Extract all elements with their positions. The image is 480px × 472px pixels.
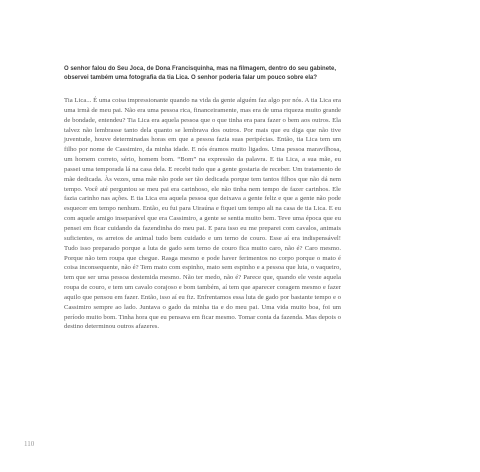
page-number: 110 <box>24 440 35 448</box>
interview-question: O senhor falou do Seu Joca, de Dona Francisquinha, mas na filmagem, dentro do seu gabinete, observei também uma fotografia da tia Lica. O senhor poderia falar um pouco sobre ela? <box>64 66 337 82</box>
interview-answer: Tia Lica... É uma coisa impressionante quando na vida da gente alguém faz algo por nós. A tia Lica era uma irmã de meu pai. Não era uma pessoa rica, financeiramente, mas era de uma riqueza muito grande de bondade, entendeu? Tia Lica era aquela pessoa que o que tinha era para fazer o bem aos outros. Ela talvez não lembrasse tanto dela quanto se lembrava dos outros. Por mais que eu diga que não tive juventude, houve determinadas horas em que a pessoa fazia suas peripécias. Então, tia Lica tem um filho por nome de Cassimiro, da minha idade. E nós éramos muito ligados. Uma pessoa maravilhosa, um homem correto, sério, homem bom. “Bom” na expressão da palavra. E tia Lica, a sua mãe, eu passei uma temporada lá na casa dela. E recebi tudo que a gente gostaria de receber. Um tratamento de mãe dedicada. Às vezes, uma mãe não pode ser tão dedicada porque tem tantos filhos que não dá nem tempo. Você até perguntou se meu pai era carinhoso, ele não tinha nem tempo de fazer carinhos. Ele fazia carinho nas ações. E tia Lica era aquela pessoa que deixava a gente feliz e que a gente não pode esquecer em tempo nenhum. Então, eu fui para Uiraúna e fiquei um tempo ali na casa de tia Lica. E eu com aquele amigo inseparável que era Cassimiro, a gente se sentia muito bem. Teve uma época que eu pensei em ficar cuidando da fazendinha do meu pai. E para isso eu me preparei com cavalos, animais suficientes, os arreios de animal tudo bem cuidado e um terno de couro. Esse aí era indispensável! Tudo isso preparado porque a luta de gado sem terno de couro fica muito caro, não é? Caro mesmo. Porque não tem roupa que chegue. Rasga mesmo e pode haver ferimentos no corpo porque o mato é coisa inconsequente, não é? Tem mato com espinho, mato sem espinho e a pessoa que luta, o vaqueiro, tem que ser uma pessoa destemida mesmo. Não ter medo, não é? Parece que, quando ele veste aquela roupa de couro, e tem um cavalo corajoso e bom também, aí tem que aparecer coragem mesmo e fazer aquilo que pensou em fazer. Então, isso aí eu fiz. Enfrentamos essa luta de gado por bastante tempo e o Cassimiro sempre ao lado. Juntava o gado da minha tia e do meu pai. Uma vida muito boa, foi um período muito bom. Tinha hora que eu pensava em ficar mesmo. Tomar conta da fazenda. Mas depois o destino determinou outros afazeres. <box>64 97 341 331</box>
